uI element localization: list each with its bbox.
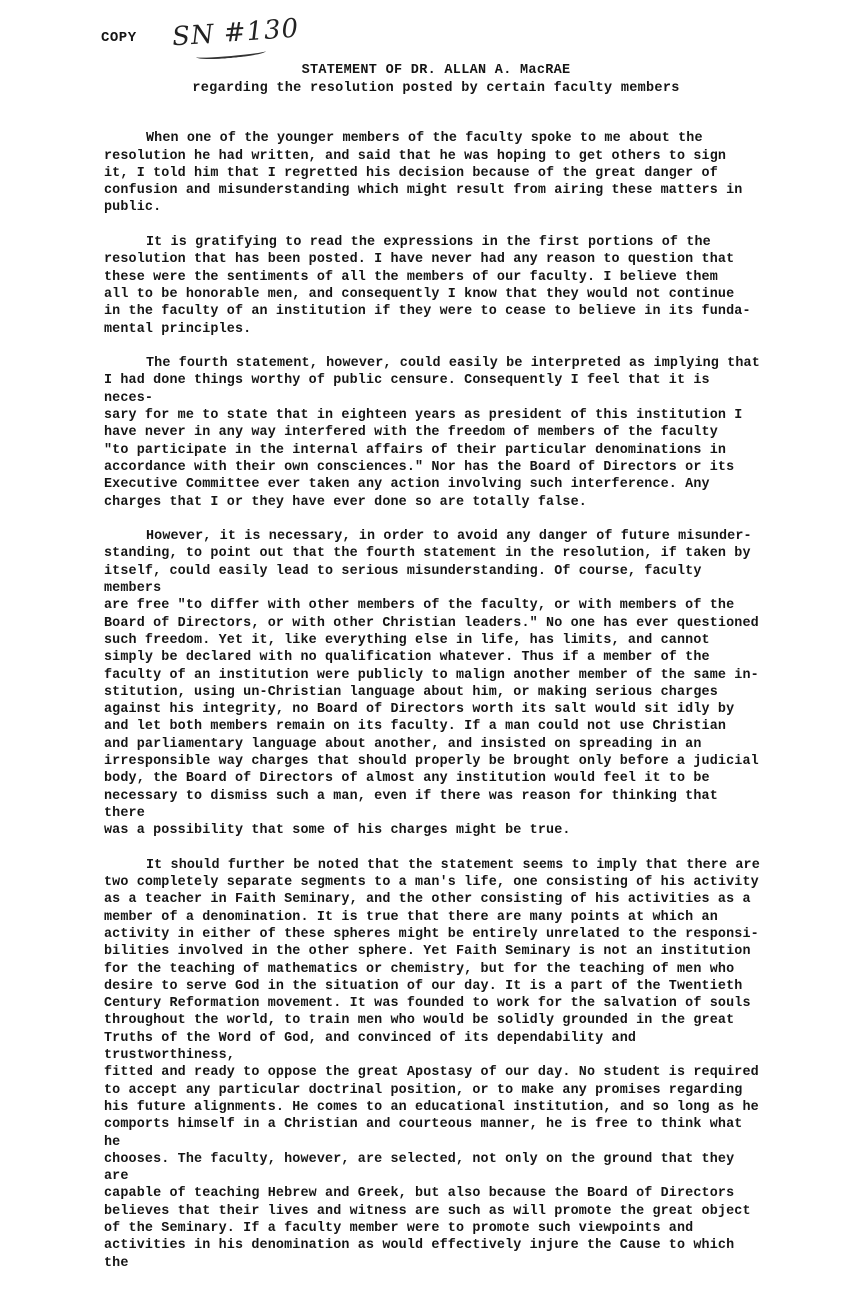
handwritten-reference: SN #130 [171,13,301,53]
paragraph-5: It should further be noted that the statement seems to imply that there are two completely separate segments to a man's life, one consisting of his activity as a teacher in Faith Seminary, and the other consisting of his activities as a member of a denomination. It is true that there are many points at which an activity in either of these spheres might be entirely unrelated to the responsi- bilities involved in the other sphere. Yet Faith Seminary is not an institution for the teaching of mathematics or chemistry, but for the teaching of men who desire to serve God in the situation of our day. It is a part of the Twentieth Century Reformation movement. It was founded to work for the salvation of souls throughout the world, to train men who would be solidly grounded in the great Truths of the Word of God, and convinced of its dependability and trustworthiness, fitted and ready to oppose the great Apostasy of our day. No student is required to accept any particular doctrinal position, or to make any promises regarding his future alignments. He comes to an educational institution, and so long as he comports himself in a Christian and courteous manner, he is free to think what he chooses. The faculty, however, are selected, not only on the ground that they are capable of teaching Hebrew and Greek, but also because the Board of Directors believes that their lives and witness are such as will promote the great object of the Seminary. If a faculty member were to promote such viewpoints and activities in his denomination as would effectively injure the Cause to which the [104,857,760,1271]
paragraph-1: When one of the younger members of the faculty spoke to me about the resolution he had written, and said that he was hoping to get others to sign it, I told him that I regretted his decision because of the great danger of confusion and misunderstanding which might result from airing these matters in public. [104,131,743,216]
paragraph-4: However, it is necessary, in order to avoid any danger of future misunder- standing, to point out that the fourth statement in the resolution, if taken by itself, could easily lead to serious misunderstanding. Of course, faculty members are free "to differ with other members of the faculty, or with members of the Board of Directors, or with other Christian leaders." No one has ever questioned such freedom. Yet it, like everything else in life, has limits, and cannot simply be declared with no qualification whatever. Thus if a member of the faculty of an institution were publicly to malign another member of the same in- stitution, using un-Christian language about him, or making serious charges against his integrity, no Board of Directors worth its salt would sit idly by and let both members remain on its faculty. If a man could not use Christian and parliamentary language about another, and insisted on spreading in an irresponsible way charges that should properly be brought only before a judicial body, the Board of Directors of almost any institution would feel it to be necessary to dismiss such a man, even if there was reason for thinking that there was a possibility that some of his charges might be true. [104,529,759,839]
document-body [104,113,766,1289]
document-subtitle: regarding the resolution posted by certain faculty members [192,81,680,96]
document-title: STATEMENT OF DR. ALLAN A. MacRAE [301,63,571,78]
copy-label: COPY [101,30,137,46]
paragraph-2: It is gratifying to read the expressions in the first portions of the resolution that has been posted. I have never had any reason to question that these were the sentiments of all the members of our faculty. I believe them all to be honorable men, and consequently I know that they would not continue in the faculty of an institution if they were to cease to believe in its funda- mental principles. [104,235,751,337]
paragraph-3: The fourth statement, however, could easily be interpreted as implying that I had done things worthy of public censure. Consequently I feel that it is neces- sary for me to state that in eighteen years as president of this institution I have never in any way interfered with the freedom of members of the faculty "to participate in the internal affairs of their particular denominations in accordance with their own consciences." Nor has the Board of Directors or its Executive Committee ever taken any action involving such interference. Any charges that I or they have ever done so are totally false. [104,356,760,510]
